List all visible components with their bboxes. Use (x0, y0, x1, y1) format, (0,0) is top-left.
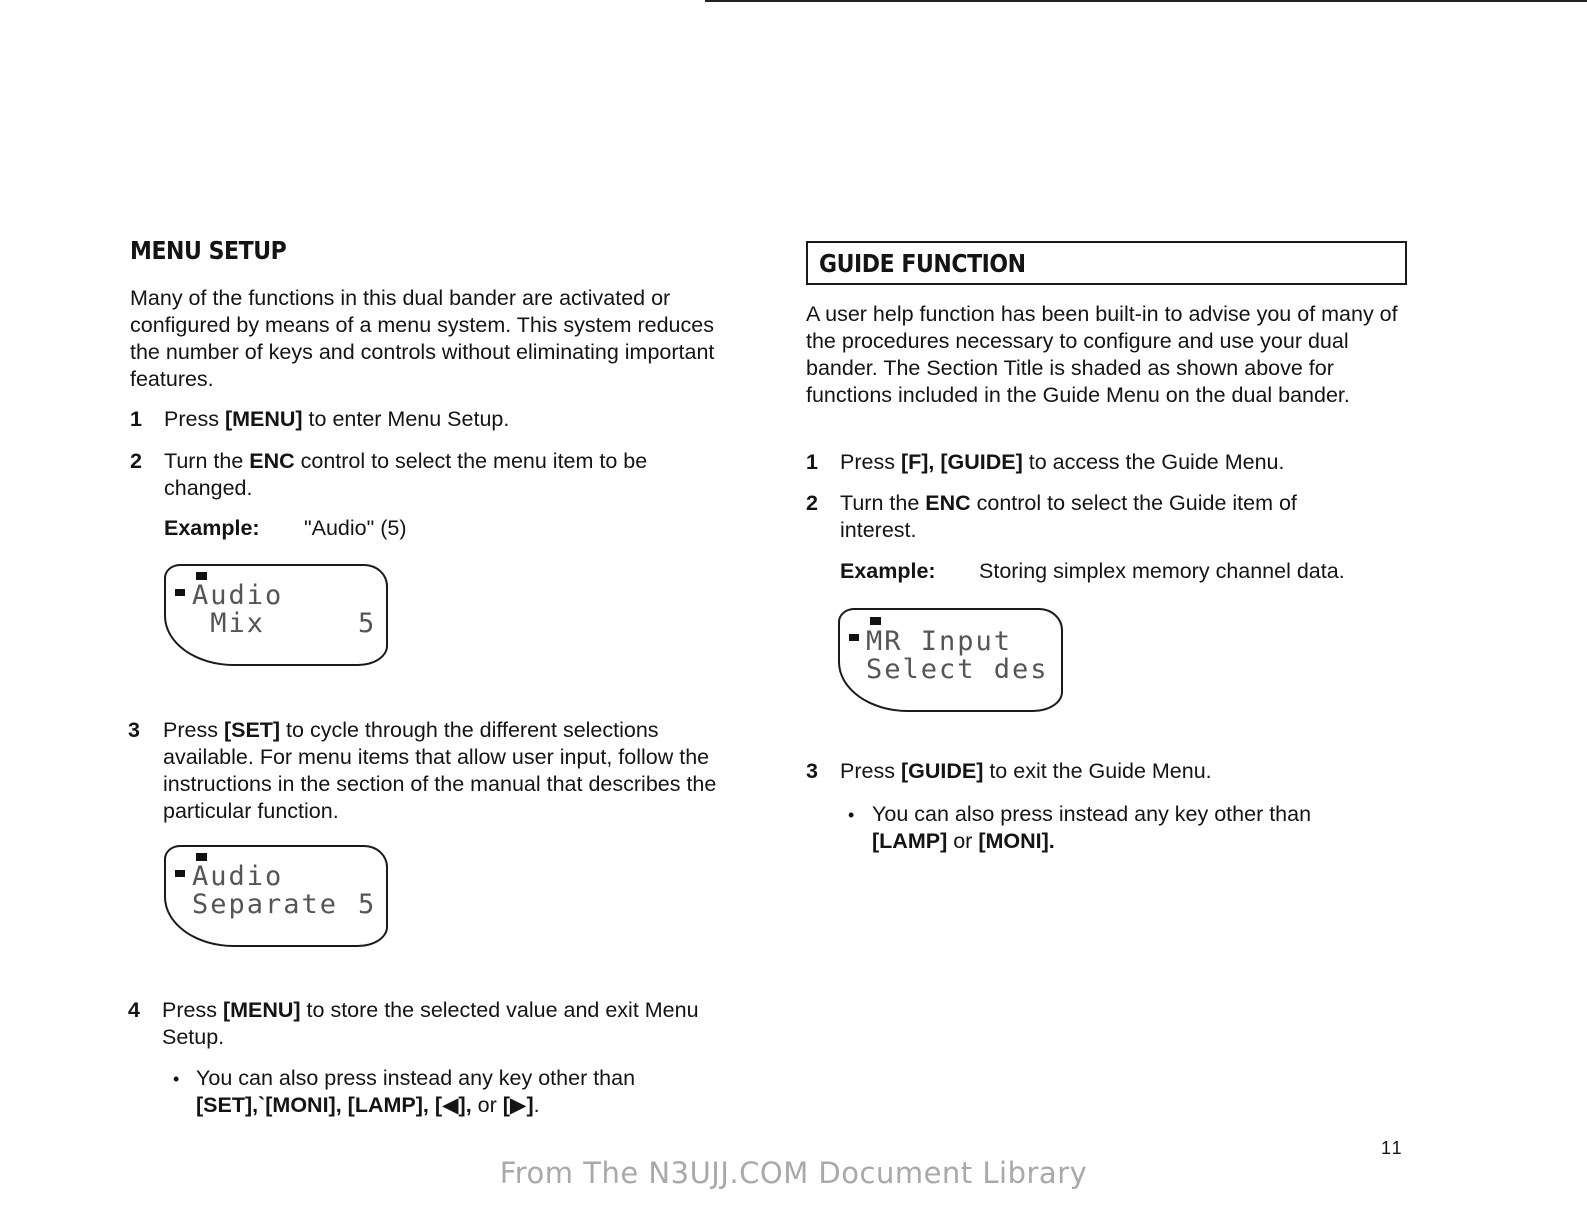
step-text-pre: Turn the (840, 491, 926, 515)
step-text-post: control to select the menu item to be changed. (164, 449, 648, 500)
menu-bullet-note (196, 1065, 736, 1119)
menu-step-1 (164, 406, 734, 433)
lcd-indicator-icon (849, 634, 859, 641)
bullet-text: You can also press instead any key other than (872, 802, 1312, 826)
step-text-pre: Press (840, 759, 901, 783)
bullet-text: You can also press instead any key other than (196, 1066, 636, 1090)
key-label: [MONI] (978, 829, 1049, 853)
key-label: ENC (925, 491, 971, 515)
step-text-pre: Turn the (164, 449, 250, 473)
step-text-pre: Press (163, 718, 224, 742)
step-text-post: to exit the Guide Menu. (983, 759, 1212, 783)
page-number: 11 (1381, 1138, 1404, 1158)
key-label: [GUIDE] (900, 759, 984, 783)
step-number: 1 (806, 450, 818, 474)
example-label: Example: (164, 516, 260, 540)
example-value: Storing simplex memory channel data. (979, 559, 1345, 583)
bullet-end: . (533, 1093, 540, 1117)
step-text-pre: Press (162, 998, 223, 1022)
lcd-line-2: Select des (866, 654, 1049, 685)
guide-step-2 (840, 490, 1370, 544)
lcd-value: 5 (358, 608, 377, 639)
bullet-icon: • (173, 1069, 180, 1089)
bullet-or: or (477, 1093, 497, 1117)
guide-bullet-note (872, 801, 1392, 855)
step-text-pre: Press (840, 450, 901, 474)
key-label: ENC (249, 449, 295, 473)
example-value: "Audio" (5) (304, 516, 407, 540)
lcd-line-1: Audio (192, 580, 284, 611)
step-number: 2 (130, 449, 142, 473)
step-number: 4 (128, 998, 140, 1022)
bullet-icon: • (848, 805, 855, 825)
lcd-display-audio-separate (164, 845, 388, 947)
key-label: [MENU] (224, 407, 303, 431)
menu-step-2 (164, 448, 724, 502)
bullet-end: . (1048, 829, 1055, 853)
step-text-pre: Press (164, 407, 225, 431)
guide-function-heading: GUIDE FUNCTION (819, 249, 1026, 278)
menu-step-3 (163, 717, 733, 825)
lcd-line-1: Audio (192, 861, 284, 892)
step-text-post: to enter Menu Setup. (302, 407, 510, 431)
step-text-post: to access the Guide Menu. (1022, 450, 1285, 474)
lcd-display-audio-mix (164, 564, 388, 666)
step-number: 3 (806, 759, 818, 783)
key-list: [SET],`[MONI], [LAMP], [◀], (196, 1093, 478, 1117)
bullet-or: or (947, 829, 979, 853)
menu-setup-intro: Many of the functions in this dual bander are activated or configured by means of a menu system. This system reduces the number of keys and controls without eliminating important features. (130, 286, 715, 391)
key-label: [LAMP] (872, 829, 948, 853)
key-label: [▶] (502, 1093, 534, 1117)
step-text-post: control to select the Guide item of interest. (840, 491, 1297, 542)
step-number: 2 (806, 491, 818, 515)
guide-step-1 (840, 449, 1400, 476)
lcd-indicator-icon (175, 870, 185, 877)
lcd-indicator-icon (870, 617, 881, 625)
lcd-line-2: Mix (192, 608, 266, 639)
menu-step-4 (162, 997, 722, 1051)
step-number: 1 (130, 407, 142, 431)
step-number: 3 (128, 718, 140, 742)
step-text-post: to store the selected value and exit Menu Setup. (162, 998, 699, 1049)
guide-function-title-box (806, 241, 1407, 285)
lcd-line-1: MR Input (866, 626, 1013, 657)
guide-function-intro: A user help function has been built-in to advise you of many of the procedures necessary to configure and use your dual bander. The Section Title is shaded as shown above for functions included in the Guide Menu on the dual bander. (806, 302, 1398, 407)
menu-setup-heading: MENU SETUP (130, 236, 287, 265)
lcd-display-mr-input (838, 608, 1063, 712)
guide-step-3 (840, 758, 1400, 785)
lcd-indicator-icon (196, 853, 207, 861)
lcd-indicator-icon (196, 572, 207, 580)
key-label: [MENU] (222, 998, 301, 1022)
key-label: [SET] (223, 718, 281, 742)
lcd-indicator-icon (175, 589, 185, 596)
footer-watermark: From The N3UJJ.COM Document Library (499, 1156, 1088, 1190)
step-text-post: to cycle through the different selections available. For menu items that allow user input, follow the instructions in the section of the manual that describes the particular function. (163, 718, 717, 823)
example-label: Example: (840, 559, 936, 583)
key-label: [F], [GUIDE] (900, 450, 1023, 474)
lcd-value: 5 (358, 889, 377, 920)
lcd-line-2: Separate (192, 889, 339, 920)
top-rule (705, 0, 1587, 2)
